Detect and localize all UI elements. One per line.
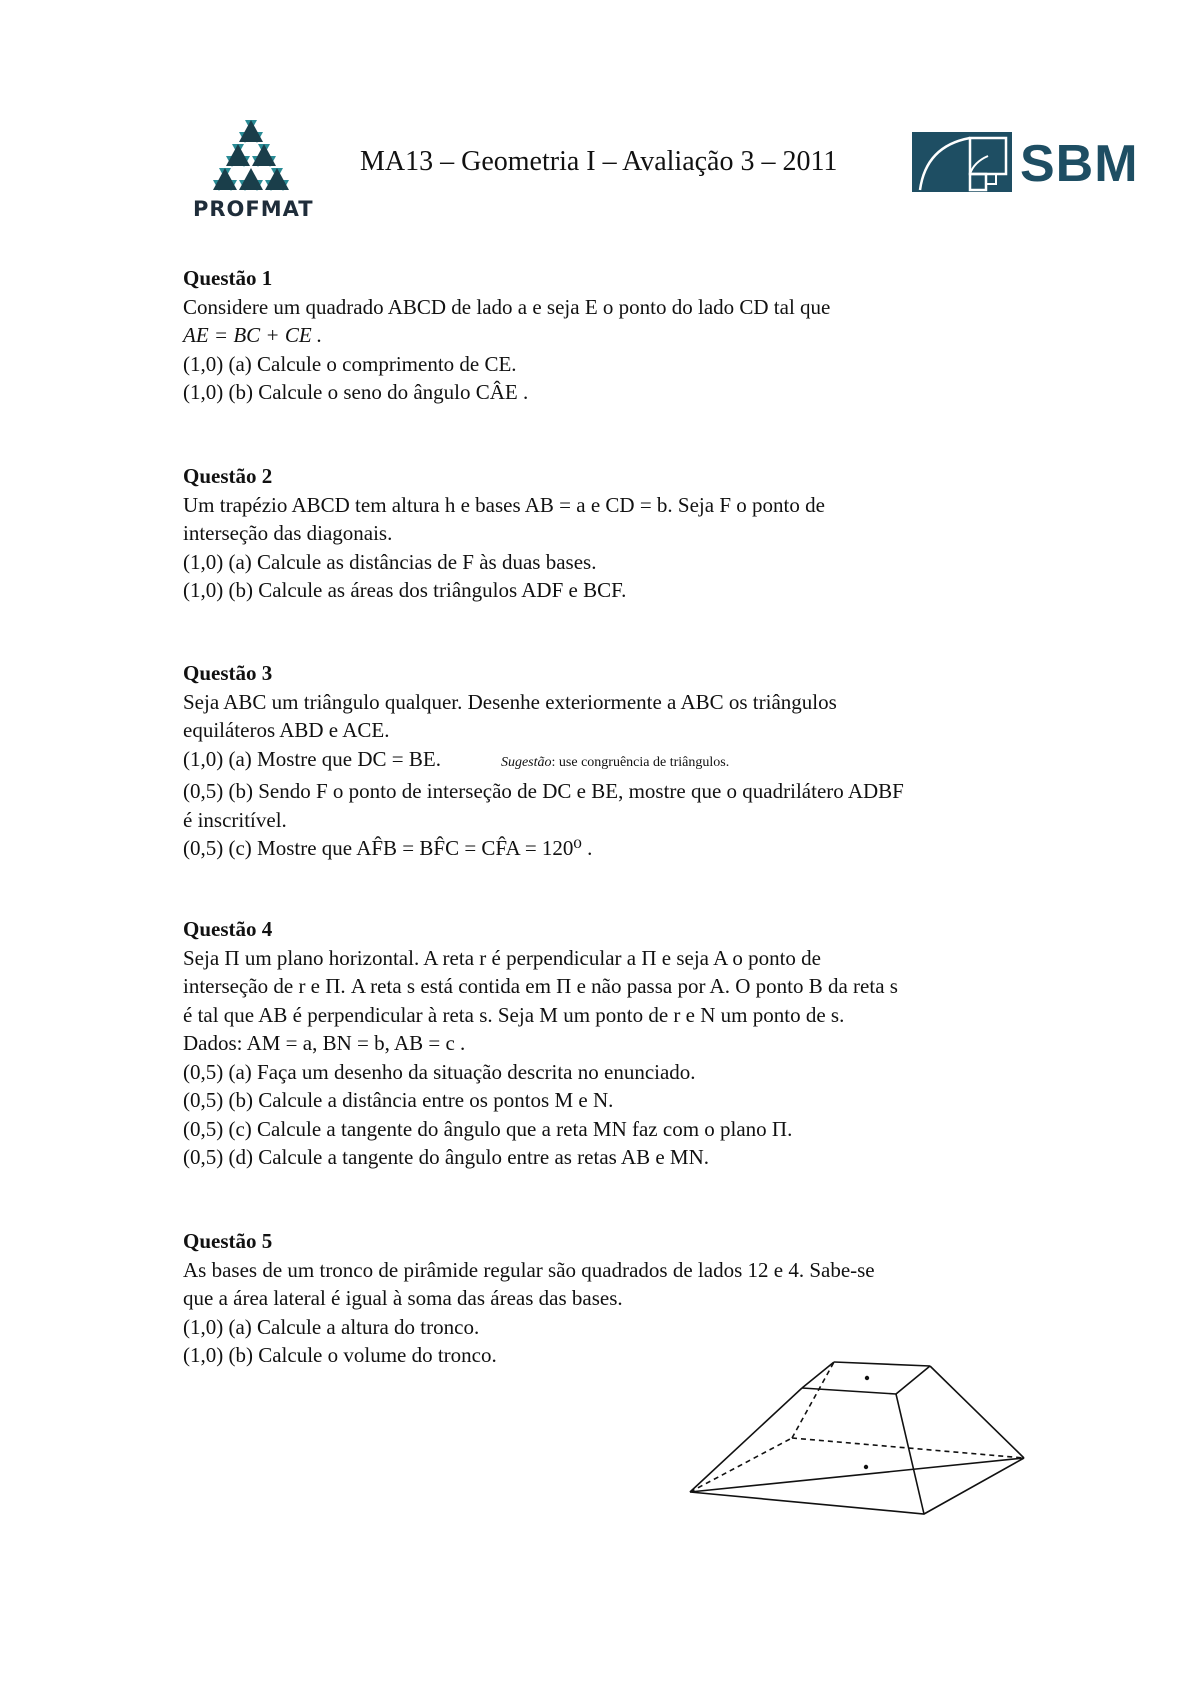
question-line: (0,5) (a) Faça um desenho da situação descrita no enunciado. bbox=[183, 1059, 696, 1084]
question-4 bbox=[183, 915, 1043, 1172]
question-line: Seja ABC um triângulo qualquer. Desenhe exteriormente a ABC os triângulos bbox=[183, 689, 837, 714]
hint-label: Sugestão bbox=[500, 754, 552, 770]
question-line: (0,5) (c) Mostre que AF̂B = BF̂C = CF̂A = 120⁰ . bbox=[183, 836, 593, 860]
question-line: (0,5) (b) Sendo F o ponto de interseção de DC e BE, mostre que o quadrilátero ADBF bbox=[183, 779, 904, 803]
question-line: As bases de um tronco de pirâmide regular são quadrados de lados 12 e 4. Sabe-se bbox=[183, 1257, 875, 1282]
question-line: AE = BC + CE . bbox=[183, 323, 323, 347]
sbm-logo-mark bbox=[912, 132, 1012, 197]
question-line: é tal que AB é perpendicular à reta s. Seja M um ponto de r e N um ponto de s. bbox=[183, 1002, 845, 1027]
top-center-dot bbox=[865, 1376, 869, 1380]
page-title: MA13 – Geometria I – Avaliação 3 – 2011 bbox=[360, 146, 838, 177]
question-line: (1,0) (b) Calcule as áreas dos triângulos ADF e BCF. bbox=[183, 578, 627, 602]
question-2 bbox=[183, 462, 1043, 605]
question-line: é inscritível. bbox=[183, 807, 287, 832]
question-line: Dados: AM = a, BN = b, AB = c . bbox=[183, 1031, 466, 1055]
sbm-logo-text: SBM bbox=[1020, 135, 1139, 193]
hint-text: : use congruência de triângulos. bbox=[551, 754, 730, 770]
question-line: (0,5) (c) Calcule a tangente do ângulo que a reta MN faz com o plano Π. bbox=[183, 1116, 793, 1141]
question-line-with-hint bbox=[183, 745, 1043, 778]
question-line: que a área lateral é igual à soma das áreas das bases. bbox=[183, 1286, 623, 1310]
question-line: Um trapézio ABCD tem altura h e bases AB = a e CD = b. Seja F o ponto de bbox=[183, 492, 825, 517]
question-title: Questão 2 bbox=[183, 464, 273, 488]
bottom-center-dot bbox=[864, 1465, 868, 1469]
question-line: interseção das diagonais. bbox=[183, 521, 393, 545]
question-line: (0,5) (d) Calcule a tangente do ângulo entre as retas AB e MN. bbox=[183, 1145, 709, 1169]
question-line: (1,0) (a) Calcule a altura do tronco. bbox=[183, 1314, 480, 1339]
question-line: (1,0) (a) Calcule o comprimento de CE. bbox=[183, 351, 517, 376]
question-line: interseção de r e Π. A reta s está contida em Π e não passa por A. O ponto B da reta s bbox=[183, 974, 898, 998]
frustum-bottom-front bbox=[690, 1458, 1024, 1514]
question-1 bbox=[183, 264, 1043, 407]
question-line: (1,0) (a) Calcule as distâncias de F às duas bases. bbox=[183, 549, 597, 574]
question-line: Considere um quadrado ABCD de lado a e seja E o ponto do lado CD tal que bbox=[183, 294, 831, 319]
frustum-figure bbox=[680, 1350, 1040, 1525]
question-title: Questão 3 bbox=[183, 661, 273, 685]
profmat-logo-text: PROFMAT bbox=[193, 197, 314, 221]
question-title: Questão 4 bbox=[183, 917, 273, 941]
hint bbox=[501, 755, 729, 770]
question-3 bbox=[183, 659, 1043, 863]
question-5 bbox=[183, 1227, 1043, 1370]
question-line: (1,0) (b) Calcule o volume do tronco. bbox=[183, 1343, 497, 1367]
question-title: Questão 5 bbox=[183, 1229, 273, 1253]
question-line: equiláteros ABD e ACE. bbox=[183, 718, 390, 742]
question-line: (1,0) (b) Calcule o seno do ângulo CÂE . bbox=[183, 380, 529, 404]
question-line: Seja Π um plano horizontal. A reta r é perpendicular a Π e seja A o ponto de bbox=[183, 945, 821, 970]
question-title: Questão 1 bbox=[183, 266, 273, 290]
question-line: (1,0) (a) Mostre que DC = BE. bbox=[183, 746, 441, 771]
question-line: (0,5) (b) Calcule a distância entre os pontos M e N. bbox=[183, 1088, 614, 1112]
